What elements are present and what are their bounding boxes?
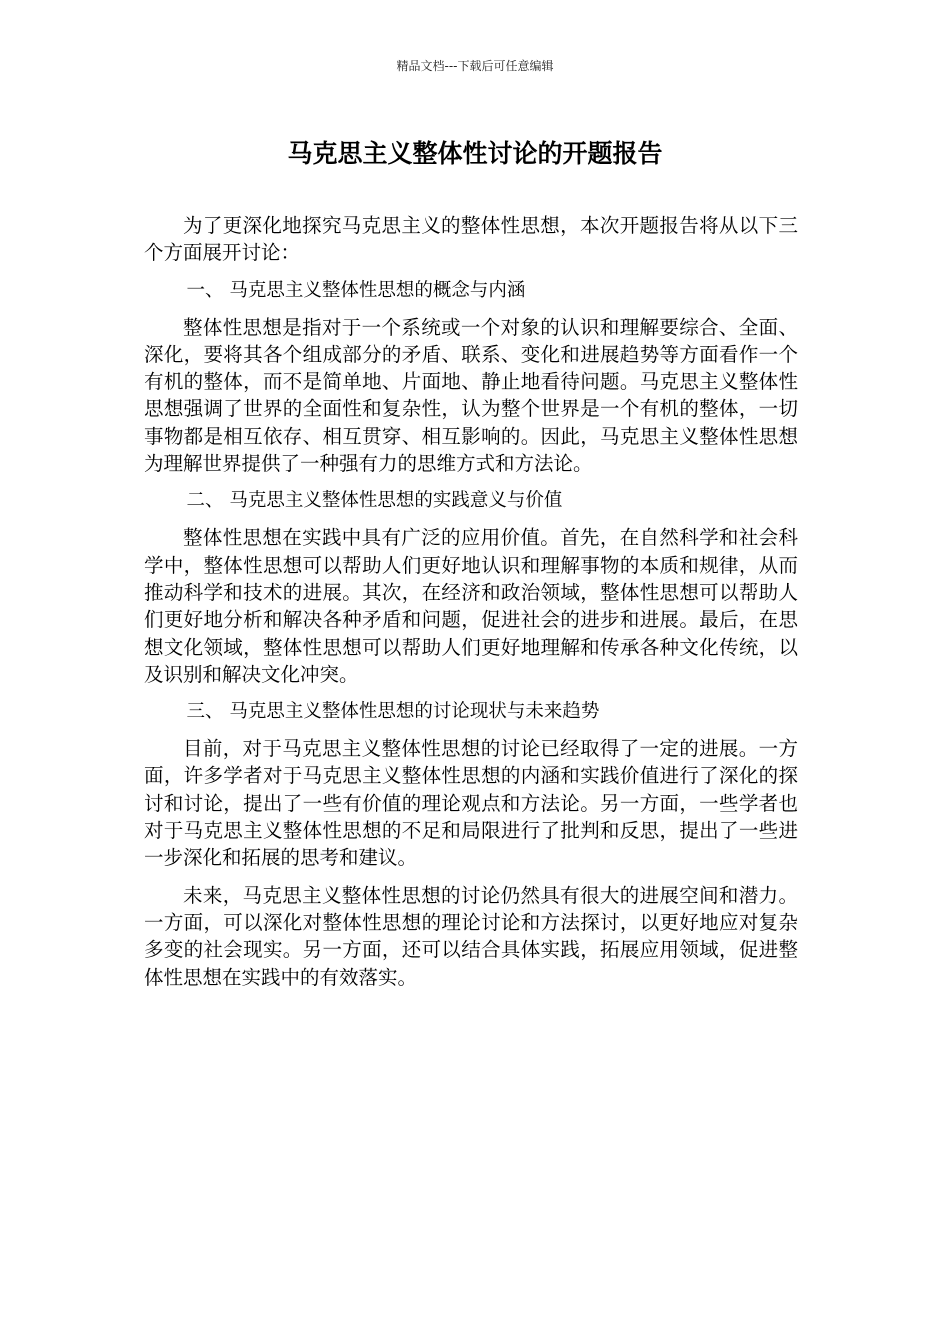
section-3-paragraph-1: 目前，对于马克思主义整体性思想的讨论已经取得了一定的进展。一方面，许多学者对于马克思主义整体性思想的内涵和实践价值进行了深化的探讨和讨论，提出了一些有价值的理论观点和方法论。另一方面，一些学者也对于马克思主义整体性思想的不足和局限进行了批判和反思，提出了一些进一步深化和拓展的思考和建议。 bbox=[144, 737, 798, 870]
document-body bbox=[144, 212, 798, 1001]
section-2-heading: 二、 马克思主义整体性思想的实践意义与价值 bbox=[186, 490, 563, 512]
section-1-heading: 一、 马克思主义整体性思想的概念与内涵 bbox=[186, 279, 526, 301]
intro-paragraph: 为了更深化地探究马克思主义的整体性思想，本次开题报告将从以下三个方面展开讨论： bbox=[144, 214, 798, 265]
document-title: 马克思主义整体性讨论的开题报告 bbox=[287, 139, 663, 168]
section-3-paragraph-2: 未来，马克思主义整体性思想的讨论仍然具有很大的进展空间和潜力。一方面，可以深化对整体性思想的理论讨论和方法探讨，以更好地应对复杂多变的社会现实。另一方面，还可以结合具体实践，拓展应用领域，促进整体性思想在实践中的有效落实。 bbox=[144, 883, 798, 989]
header-note: 精品文档---下载后可任意编辑 bbox=[396, 59, 554, 73]
section-3-heading: 三、 马克思主义整体性思想的讨论现状与未来趋势 bbox=[186, 701, 600, 723]
section-2-paragraph-1: 整体性思想在实践中具有广泛的应用价值。首先，在自然科学和社会科学中，整体性思想可以帮助人们更好地认识和理解事物的本质和规律，从而推动科学和技术的进展。其次，在经济和政治领域，整体性思想可以帮助人们更好地分析和解决各种矛盾和问题，促进社会的进步和进展。最后，在思想文化领域，整体性思想可以帮助人们更好地理解和传承各种文化传统，以及识别和解决文化冲突。 bbox=[144, 526, 798, 686]
section-1-paragraph-1: 整体性思想是指对于一个系统或一个对象的认识和理解要综合、全面、深化，要将其各个组成部分的矛盾、联系、变化和进展趋势等方面看作一个有机的整体，而不是简单地、片面地、静止地看待问题。马克思主义整体性思想强调了世界的全面性和复杂性，认为整个世界是一个有机的整体，一切事物都是相互依存、相互贯穿、相互影响的。因此，马克思主义整体性思想为理解世界提供了一种强有力的思维方式和方法论。 bbox=[144, 315, 798, 476]
